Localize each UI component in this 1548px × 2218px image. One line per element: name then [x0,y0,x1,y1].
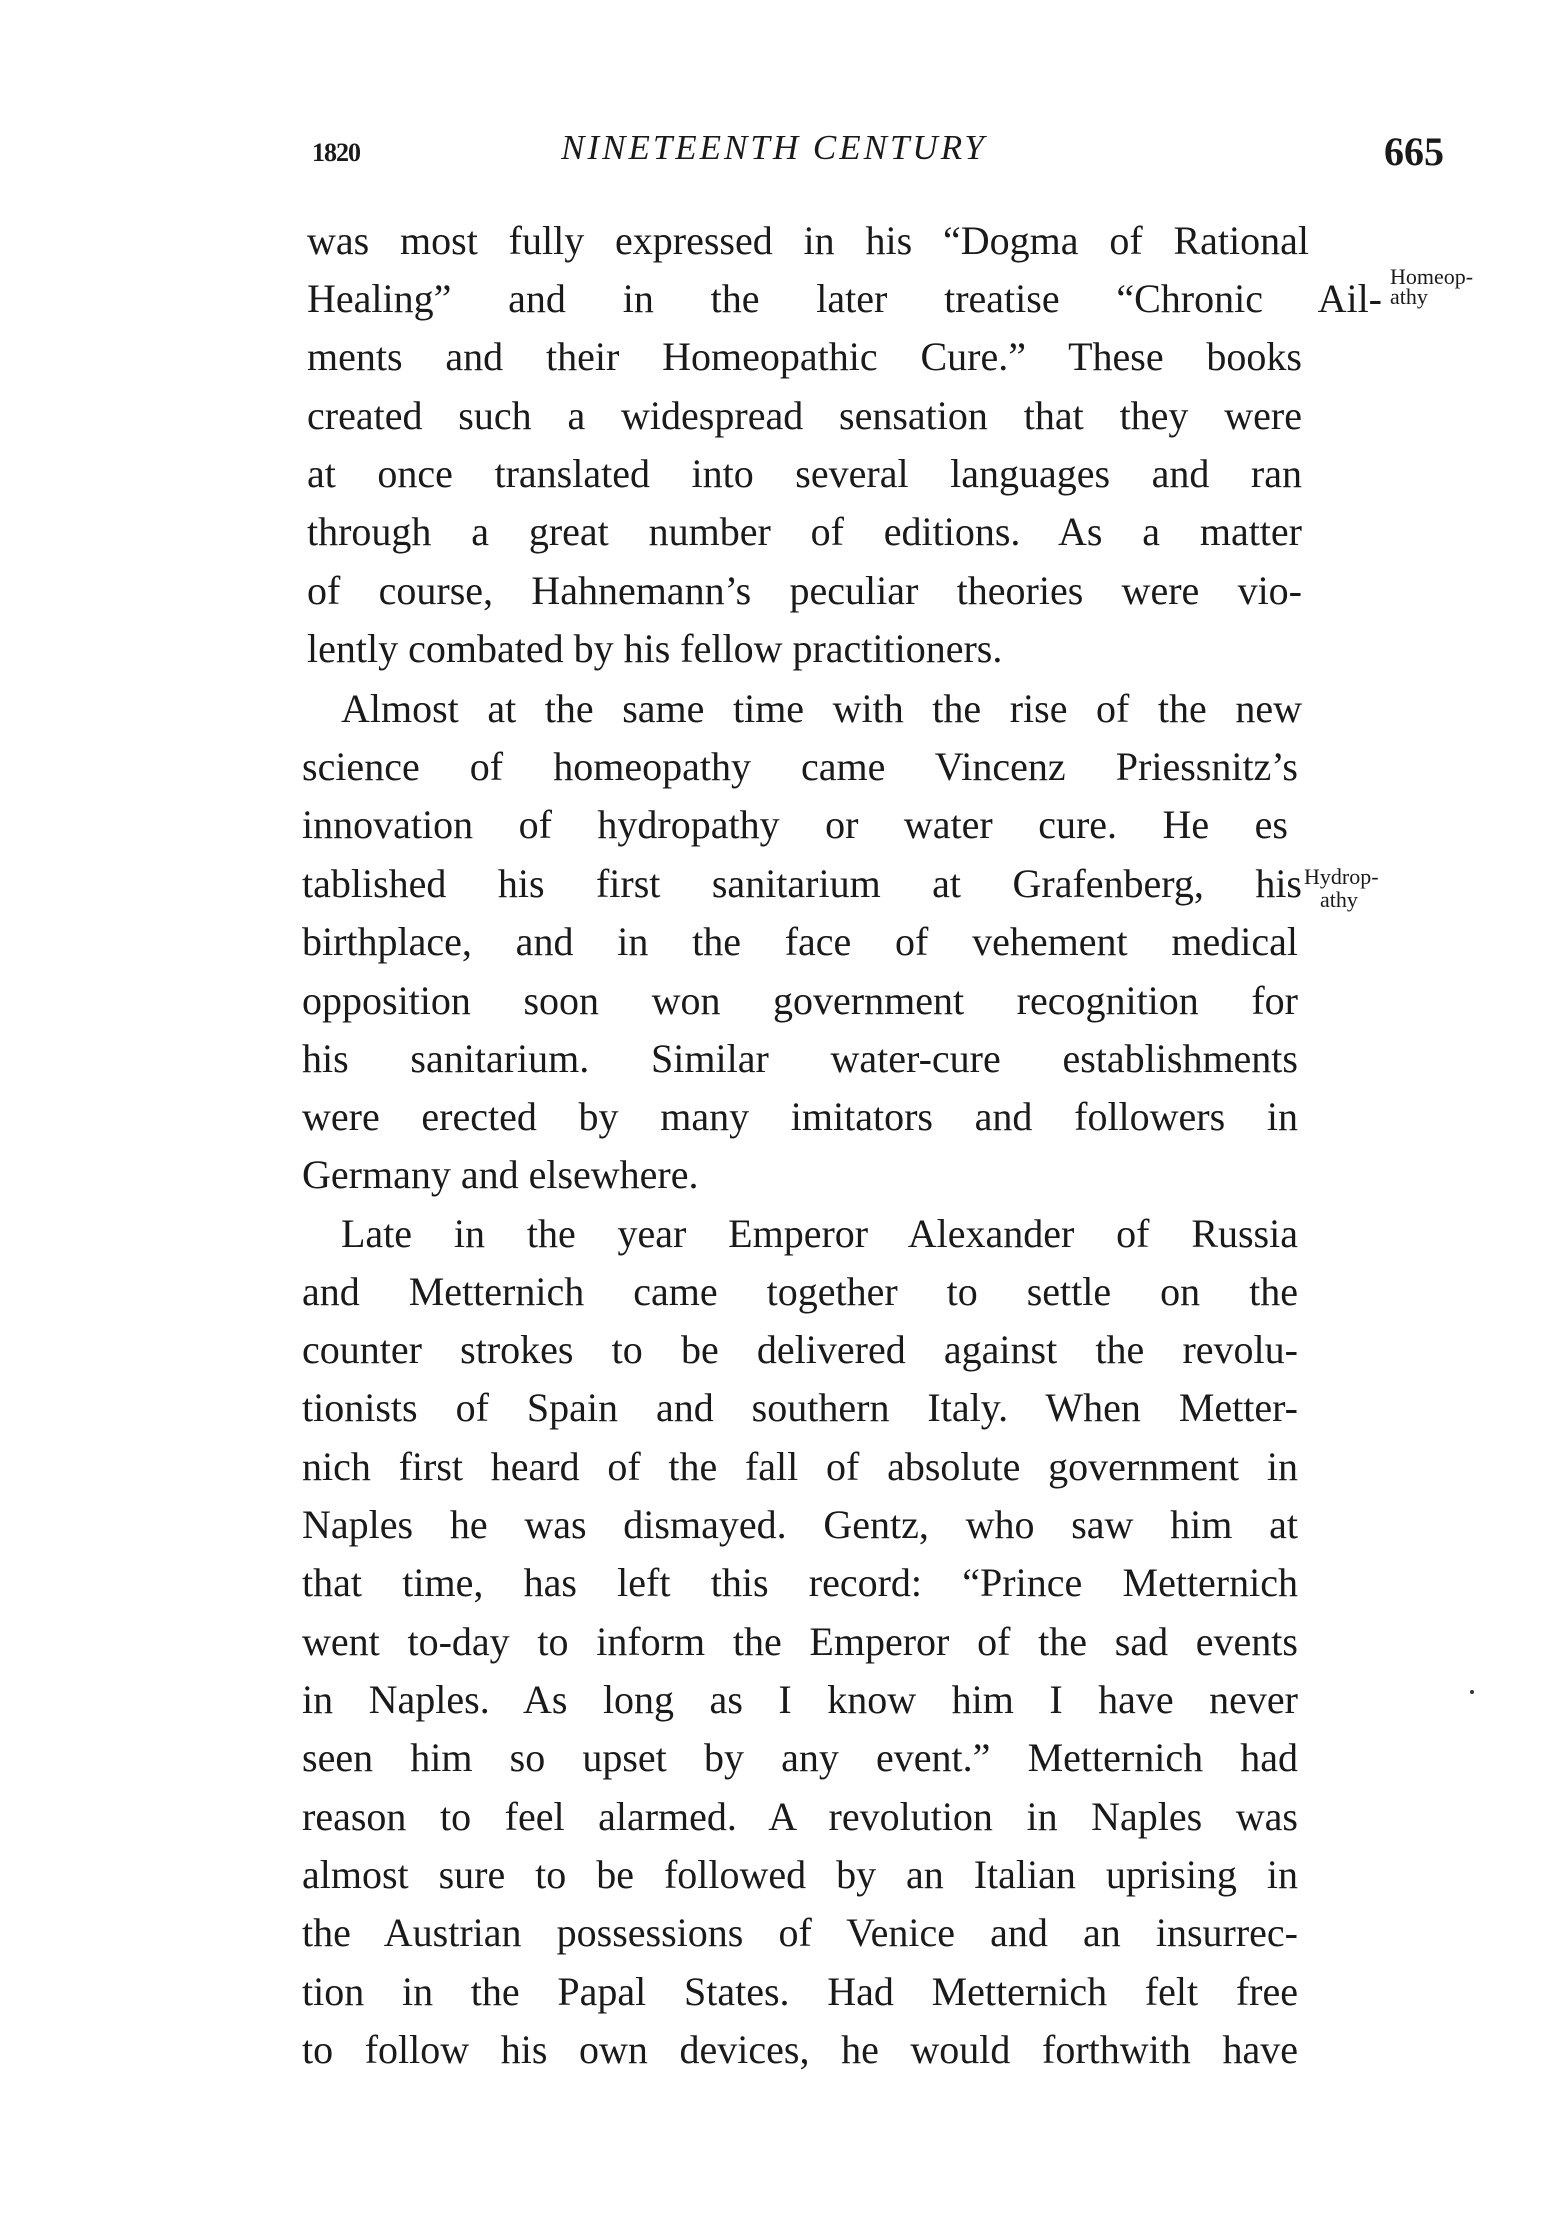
text-line: nich first heard of the fall of absolute government in [302,1444,1298,1489]
text-line: at once translated into several languages and ran [307,451,1302,496]
text-line: opposition soon won government recognition for [302,978,1298,1023]
header-year: 1820 [312,138,360,167]
text-line: reason to feel alarmed. A revolution in Naples was [302,1794,1298,1839]
text-line: counter strokes to be delivered against the revolu- [302,1327,1298,1372]
text-line: tionists of Spain and southern Italy. When Metter- [302,1385,1298,1430]
text-line: of course, Hahnemann’s peculiar theories were vio- [307,568,1302,613]
text-line: Almost at the same time with the rise of the new [341,686,1302,731]
text-line: in Naples. As long as I know him I have never [302,1677,1298,1722]
text-line: Naples he was dismayed. Gentz, who saw him at [302,1502,1298,1547]
text-line: lently combated by his fellow practitioners. [307,626,1003,671]
stray-mark [1470,1690,1474,1694]
text-line: Late in the year Emperor Alexander of Russia [341,1211,1298,1256]
text-line: and Metternich came together to settle on the [302,1269,1298,1314]
text-line: the Austrian possessions of Venice and an insurrec- [302,1910,1298,1955]
margin-note-hydropathy-1: Hydrop- [1304,864,1379,889]
text-line: was most fully expressed in his “Dogma of Rational [307,218,1309,263]
text-line: to follow his own devices, he would forthwith have [302,2027,1298,2072]
text-line: innovation of hydropathy or water cure. He es [302,802,1288,847]
text-line: seen him so upset by any event.” Metternich had [302,1735,1298,1780]
text-line: tion in the Papal States. Had Metternich felt free [302,1969,1298,2014]
text-line: almost sure to be followed by an Italian uprising in [302,1852,1298,1897]
text-line: ments and their Homeopathic Cure.” These books [307,334,1302,379]
margin-note-hydropathy-2: athy [1320,887,1358,912]
text-line: science of homeopathy came Vincenz Priessnitz’s [302,744,1298,789]
text-line: that time, has left this record: “Prince Metternich [302,1560,1298,1605]
page-number: 665 [1384,129,1444,174]
margin-note-homeopathy-2: athy [1390,284,1428,309]
running-header [0,128,1548,178]
text-line: went to-day to inform the Emperor of the sad events [302,1619,1298,1664]
text-line: birthplace, and in the face of vehement medical [302,919,1298,964]
text-line: through a great number of editions. As a matter [307,509,1302,554]
text-line: his sanitarium. Similar water-cure establishments [302,1036,1298,1081]
header-title: NINETEENTH CENTURY [561,128,987,167]
text-line: created such a widespread sensation that they were [307,393,1302,438]
text-line: were erected by many imitators and followers in [302,1094,1298,1139]
margin-note-homeopathy-1: Homeop- [1390,264,1474,289]
text-line: Germany and elsewhere. [302,1152,699,1197]
text-line: tablished his first sanitarium at Grafenberg, his [302,861,1302,906]
text-line: Healing” and in the later treatise “Chronic Ail- [307,276,1382,321]
